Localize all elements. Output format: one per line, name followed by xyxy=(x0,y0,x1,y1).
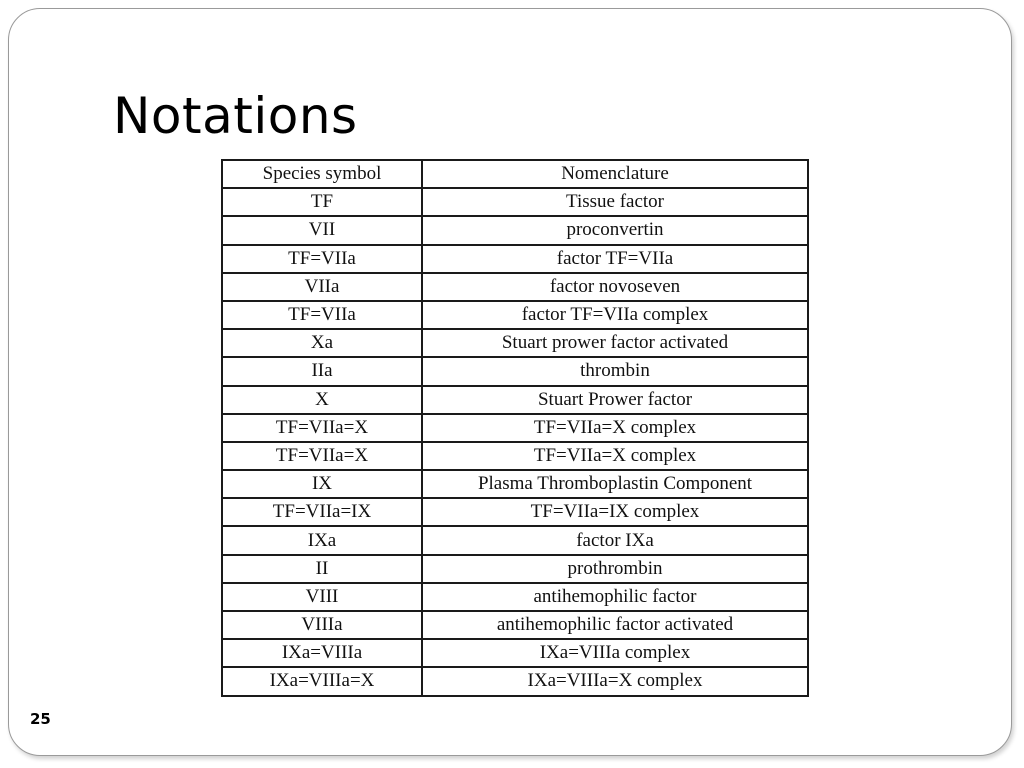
table-header-row xyxy=(222,160,808,188)
species-symbol-cell: VIII xyxy=(222,583,422,611)
species-symbol-cell: IX xyxy=(222,470,422,498)
notation-table xyxy=(221,159,809,697)
table-row xyxy=(222,526,808,554)
nomenclature-cell: Plasma Thromboplastin Component xyxy=(422,470,808,498)
species-symbol-cell: IXa xyxy=(222,526,422,554)
nomenclature-cell: thrombin xyxy=(422,357,808,385)
table-row xyxy=(222,583,808,611)
species-symbol-cell: TF=VIIa=IX xyxy=(222,498,422,526)
nomenclature-cell: IXa=VIIIa=X complex xyxy=(422,667,808,695)
table-row xyxy=(222,414,808,442)
species-symbol-cell: IXa=VIIIa=X xyxy=(222,667,422,695)
table-row xyxy=(222,555,808,583)
nomenclature-cell: Stuart prower factor activated xyxy=(422,329,808,357)
nomenclature-cell: IXa=VIIIa complex xyxy=(422,639,808,667)
page-number: 25 xyxy=(30,710,51,728)
notation-table-container xyxy=(221,159,809,739)
nomenclature-cell: TF=VIIa=IX complex xyxy=(422,498,808,526)
table-row xyxy=(222,301,808,329)
slide-title: Notations xyxy=(113,87,358,145)
table-row xyxy=(222,639,808,667)
table-row xyxy=(222,667,808,695)
nomenclature-cell: prothrombin xyxy=(422,555,808,583)
species-symbol-cell: X xyxy=(222,386,422,414)
nomenclature-cell: factor IXa xyxy=(422,526,808,554)
header-nomenclature: Nomenclature xyxy=(422,160,808,188)
species-symbol-cell: VIIIa xyxy=(222,611,422,639)
nomenclature-cell: proconvertin xyxy=(422,216,808,244)
species-symbol-cell: Xa xyxy=(222,329,422,357)
table-row xyxy=(222,188,808,216)
nomenclature-cell: Stuart Prower factor xyxy=(422,386,808,414)
nomenclature-cell: TF=VIIa=X complex xyxy=(422,442,808,470)
species-symbol-cell: VIIa xyxy=(222,273,422,301)
table-row xyxy=(222,470,808,498)
species-symbol-cell: TF=VIIa xyxy=(222,301,422,329)
table-row xyxy=(222,386,808,414)
nomenclature-cell: antihemophilic factor xyxy=(422,583,808,611)
table-row xyxy=(222,442,808,470)
nomenclature-cell: factor novoseven xyxy=(422,273,808,301)
nomenclature-cell: Tissue factor xyxy=(422,188,808,216)
nomenclature-cell: factor TF=VIIa complex xyxy=(422,301,808,329)
species-symbol-cell: VII xyxy=(222,216,422,244)
species-symbol-cell: IIa xyxy=(222,357,422,385)
table-row xyxy=(222,216,808,244)
nomenclature-cell: antihemophilic factor activated xyxy=(422,611,808,639)
species-symbol-cell: IXa=VIIIa xyxy=(222,639,422,667)
species-symbol-cell: TF=VIIa xyxy=(222,245,422,273)
table-row xyxy=(222,611,808,639)
table-row xyxy=(222,498,808,526)
nomenclature-cell: TF=VIIa=X complex xyxy=(422,414,808,442)
nomenclature-cell: factor TF=VIIa xyxy=(422,245,808,273)
species-symbol-cell: TF=VIIa=X xyxy=(222,442,422,470)
species-symbol-cell: TF xyxy=(222,188,422,216)
table-row xyxy=(222,357,808,385)
header-species-symbol: Species symbol xyxy=(222,160,422,188)
species-symbol-cell: TF=VIIa=X xyxy=(222,414,422,442)
species-symbol-cell: II xyxy=(222,555,422,583)
table-row xyxy=(222,273,808,301)
table-row xyxy=(222,329,808,357)
table-row xyxy=(222,245,808,273)
